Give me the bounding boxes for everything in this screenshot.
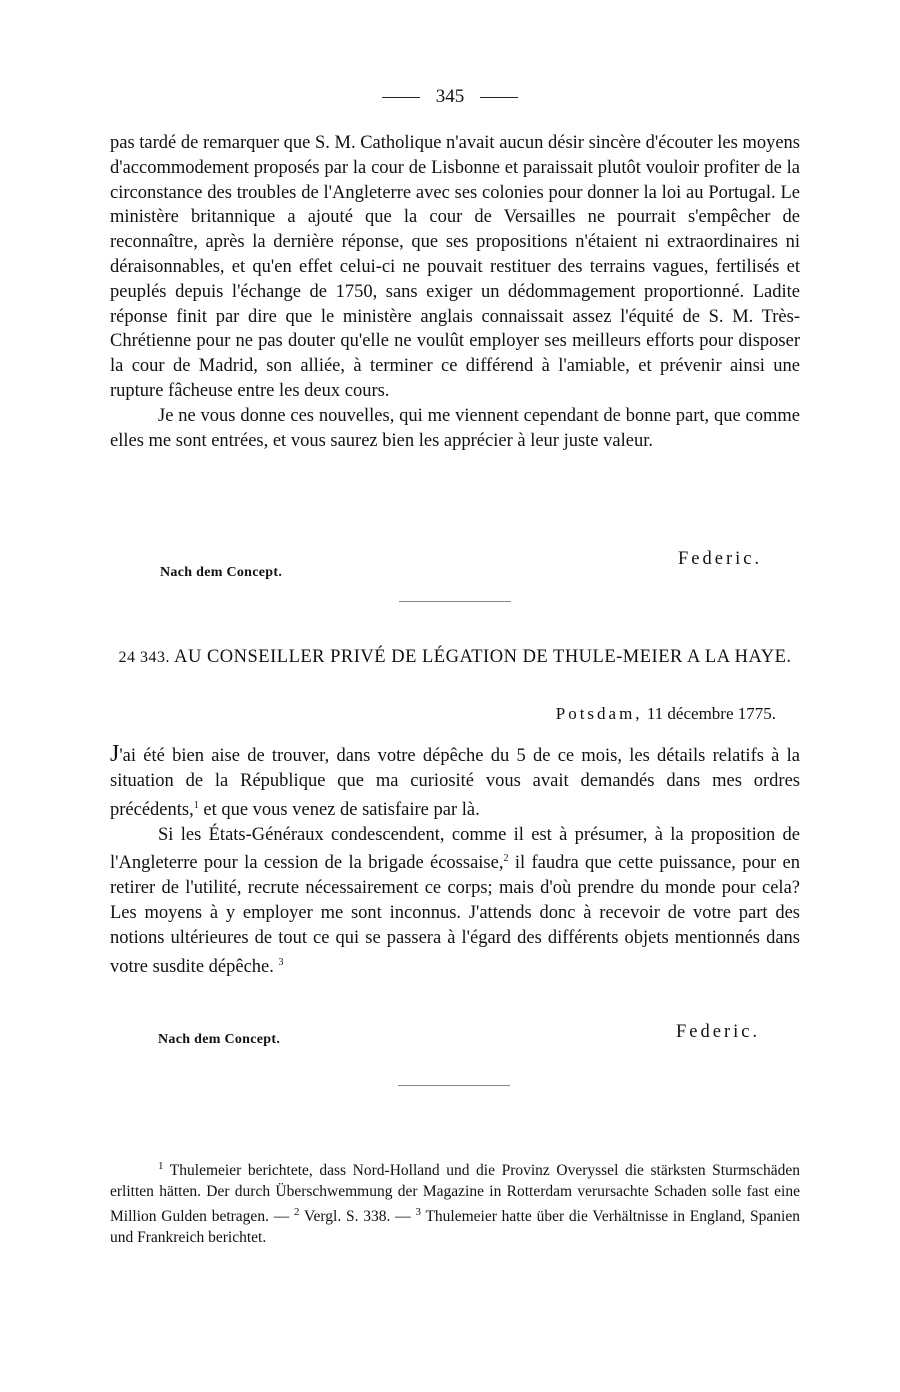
- section-separator-2: [398, 1085, 510, 1086]
- header-rule-right: [480, 97, 518, 98]
- letter2-body: [110, 742, 800, 980]
- letter2-paragraph-1: [110, 742, 800, 823]
- page-header: [0, 86, 900, 108]
- footnote-mark-2: 2: [294, 1206, 300, 1219]
- footnote-1: Thulemeier berichtete, dass Nord-Holland und die Provinz Overyssel die stärksten Sturmschäden erlitten hätten. Der durch Überschwemmung der Magazine in Rotterdam verursachte Schaden solle fast eine Million Gulden betragen. —: [110, 1162, 800, 1226]
- section-separator: [399, 601, 511, 602]
- footnote-ref-3: 3: [278, 956, 284, 968]
- footnote-3: Thulemeier hatte über die Verhältnisse in England, Spanien und Frankreich berichtet.: [110, 1208, 800, 1247]
- dateline-place: Potsdam,: [555, 704, 643, 723]
- letter2-signature: Federic.: [676, 1022, 761, 1042]
- letter2-paragraph-1-a: 'ai été bien aise de trouver, dans votre dépêche du 5 de ce mois, les détails relatifs à la situation de la République que ma curiosité vous avait demandés dans mes ordres précédents,: [110, 746, 800, 820]
- dateline-date: 11 décembre 1775.: [646, 704, 776, 723]
- footnote-mark-1: 1: [158, 1160, 164, 1172]
- footnote-2: Vergl. S. 338. —: [299, 1208, 416, 1226]
- header-rule-left: [382, 97, 420, 98]
- footnotes: [110, 1156, 800, 1248]
- letter2-paragraph-2-b: il faudra que cette puissance, pour en retirer de l'utilité, recrute nécessairement ce corps; mais d'où prendre du monde pour cela? Les moyens à y employer me sont inconnus. J'attends donc à recevoir de votre part des notions ultérieures de tout ce qui se passera à l'égard des différents objets mentionnés dans votre susdite dépêche.: [110, 853, 800, 977]
- letter1-paragraph-2: Je ne vous donne ces nouvelles, qui me viennent cependant de bonne part, que comme elles me sont entrées, et vous saurez bien les apprécier à leur juste valeur.: [110, 405, 800, 451]
- letter1-source-note: Nach dem Concept.: [160, 565, 283, 580]
- letter1-paragraph-1: pas tardé de remarquer que S. M. Catholique n'avait aucun désir sincère d'écouter les moyens d'accommodement proposés par la cour de Lisbonne et paraissait plutôt vouloir profiter de la circonstance des troubles de l'Angleterre avec ses colonies pour donner la loi au Portugal. Le ministère britannique a ajouté que la cour de Versailles ne pourrait s'empêcher de reconnaître, après la dernière réponse, que ses propositions n'étaient ni extraordinaires ni déraisonnables, et qu'en effet celui-ci ne pouvait restituer des terrains vagues, fertilisés et peuplés depuis l'échange de 1750, sans exiger un dédommagement proportionné. Ladite réponse finit par dire que le ministère anglais connaissait assez l'équité de S. M. Très-Chrétienne pour ne pas douter qu'elle ne voulût employer ses meilleurs efforts pour disposer la cour de Madrid, son alliée, à terminer ce différend à l'amiable, et prévenir ainsi une rupture fâcheuse entre les deux cours.: [110, 133, 800, 401]
- letter-title: AU CONSEILLER PRIVÉ DE LÉGATION DE THULE-MEIER A LA HAYE.: [174, 647, 792, 667]
- letter1-signature: Federic.: [678, 549, 763, 569]
- footnote-ref-2: 2: [503, 853, 509, 865]
- letter2-paragraph-2-a: Si les États-Généraux condescendent, comme il est à présumer, à la proposition de l'Angleterre pour la cession de la brigade écossaise,: [110, 824, 800, 874]
- footnote-mark-3: 3: [415, 1206, 421, 1219]
- letter2-heading: [110, 645, 800, 670]
- letter2-dateline: [556, 704, 776, 724]
- letter2-source-note: Nach dem Concept.: [158, 1032, 281, 1047]
- letter1-body: [110, 131, 800, 453]
- letter-number: 24 343.: [118, 649, 170, 666]
- drop-initial: J: [110, 741, 120, 767]
- letter2-paragraph-2: [110, 823, 800, 980]
- letter2-paragraph-1-b: et que vous venez de satisfaire par là.: [198, 799, 480, 820]
- footnote-ref-1: 1: [193, 799, 199, 811]
- page-number: 345: [435, 86, 465, 107]
